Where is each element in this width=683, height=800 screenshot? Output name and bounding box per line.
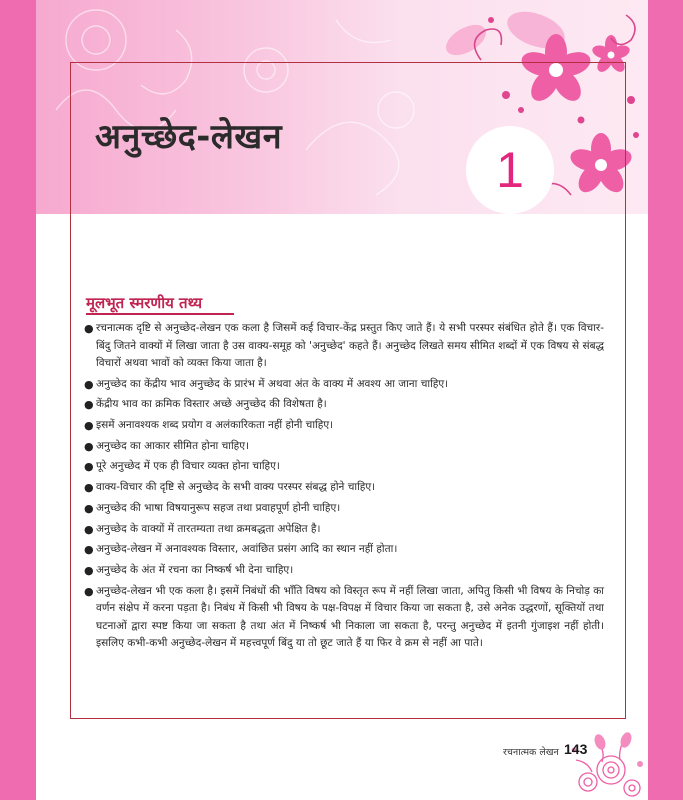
fact-text: वाक्य-विचार की दृष्टि से अनुच्छेद के सभी वाक्य परस्पर संबद्ध होने चाहिए। xyxy=(96,481,376,494)
fact-text: अनुच्छेद-लेखन में अनावश्यक विस्तार, अवांछित प्रसंग आदि का स्थान नहीं होता। xyxy=(96,543,398,556)
fact-text: अनुच्छेद-लेखन भी एक कला है। इसमें निबंधों की भाँति विषय को विस्तृत रूप में नहीं लिखा जाता, अपितु किसी भी विषय के निचोड़ का वर्णन संक्षेप में करना पड़ता है। निबंध में किसी भी विषय के पक्ष-विपक्ष में विचार किया जा सकता है, उसे अनेक उद्धरणों, सूक्तियों तथा घटनाओं द्वारा स्पष्ट किया जा सकता है तथा अंत में निष्कर्ष भी निकाला जा सकता है, परन्तु अनुच्छेद में इतनी गुंजाइश नहीं होती। इसलिए कभी-कभी अनुच्छेद-लेखन में महत्त्वपूर्ण बिंदु या तो छूट जाते हैं या फिर वे क्रम से नहीं आ पाते। xyxy=(96,584,604,650)
bullet-icon: ● xyxy=(84,460,94,474)
footer-book-title: रचनात्मक लेखन xyxy=(503,747,559,758)
bullet-icon: ● xyxy=(84,419,94,433)
bullet-icon: ● xyxy=(84,563,94,577)
bullet-icon: ● xyxy=(84,543,94,557)
facts-list xyxy=(84,320,604,656)
bullet-icon: ● xyxy=(84,322,94,335)
section-heading: मूलभूत स्मरणीय तथ्य xyxy=(86,294,203,312)
bullet-icon: ● xyxy=(84,439,94,453)
bullet-icon: ● xyxy=(84,584,94,598)
floral-corner-icon xyxy=(566,720,648,800)
list-item xyxy=(84,376,604,394)
list-item xyxy=(84,479,604,497)
fact-text: इसमें अनावश्यक शब्द प्रयोग व अलंकारिकता नहीं होनी चाहिए। xyxy=(96,419,334,432)
bullet-icon: ● xyxy=(84,522,94,536)
list-item xyxy=(84,541,604,559)
list-item xyxy=(84,417,604,435)
fact-text: रचनात्मक दृष्टि से अनुच्छेद-लेखन एक कला है जिसमें कई विचार-केंद्र प्रस्तुत किए जाते हैं। ये सभी परस्पर संबंधित होते हैं। एक विचार-बिंदु जितने वाक्यों में लिखा जाता है उस वाक्य-समूह को 'अनुच्छेद' कहते हैं। अनुच्छेद लिखते समय सीमित शब्दों में एक विषय से संबद्ध विचारों अथवा भावों को व्यक्त किया जाता है। xyxy=(96,322,604,369)
fact-text: अनुच्छेद के वाक्यों में तारतम्यता तथा क्रमबद्धता अपेक्षित है। xyxy=(96,522,321,535)
fact-text: अनुच्छेद का आकार सीमित होना चाहिए। xyxy=(96,439,250,452)
fact-text: अनुच्छेद की भाषा विषयानुरूप सहज तथा प्रवाहपूर्ण होनी चाहिए। xyxy=(96,501,341,514)
fact-text: पूरे अनुच्छेद में एक ही विचार व्यक्त होना चाहिए। xyxy=(96,460,280,473)
section-underline xyxy=(86,313,234,315)
list-item xyxy=(84,500,604,518)
list-item xyxy=(84,438,604,456)
list-item xyxy=(84,521,604,539)
chapter-number-badge: 1 xyxy=(466,126,554,214)
bullet-icon: ● xyxy=(84,377,94,391)
bullet-icon: ● xyxy=(84,398,94,412)
list-item xyxy=(84,396,604,414)
fact-text: अनुच्छेद के अंत में रचना का निष्कर्ष भी देना चाहिए। xyxy=(96,563,294,576)
fact-text: अनुच्छेद का केंद्रीय भाव अनुच्छेद के प्रारंभ में अथवा अंत के वाक्य में अवश्य आ जाना चाहिए। xyxy=(96,377,449,390)
page-number: 143 xyxy=(564,741,588,757)
fact-text: केंद्रीय भाव का क्रमिक विस्तार अच्छे अनुच्छेद की विशेषता है। xyxy=(96,398,327,411)
list-item xyxy=(84,458,604,476)
list-item xyxy=(84,562,604,580)
list-item xyxy=(84,583,604,653)
bullet-icon: ● xyxy=(84,481,94,495)
chapter-title: अनुच्छेद-लेखन xyxy=(95,117,283,157)
list-item xyxy=(84,320,604,373)
bullet-icon: ● xyxy=(84,501,94,515)
